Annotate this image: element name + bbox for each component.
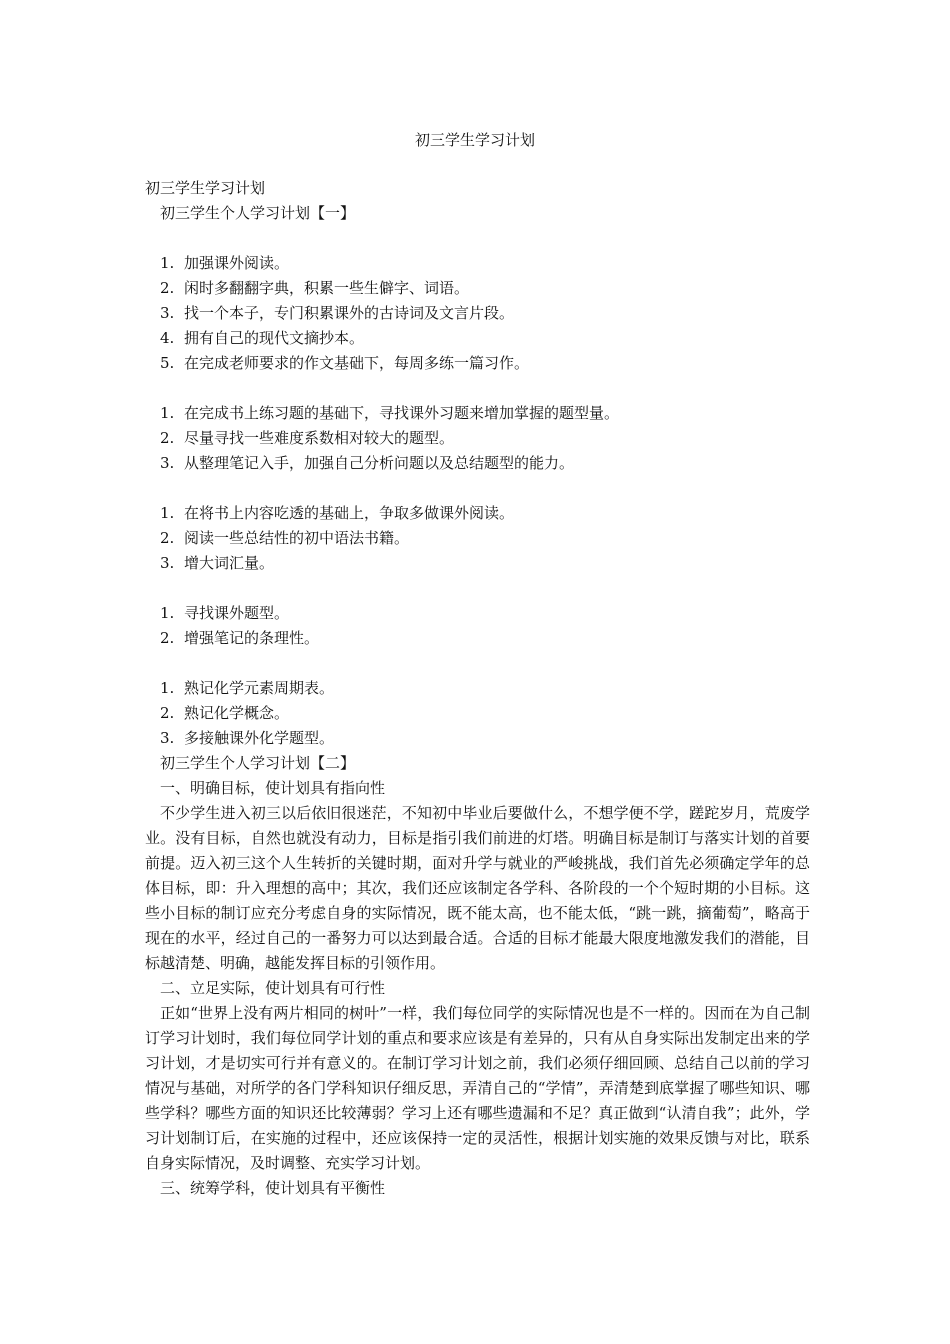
section1-heading: 一、明确目标，使计划具有指向性 <box>160 779 386 797</box>
list-english <box>145 501 810 576</box>
list-item-number: 3. <box>160 454 175 472</box>
list-item <box>145 526 810 551</box>
list-item-number: 1. <box>160 504 175 522</box>
spacer <box>145 651 810 676</box>
list-item-number: 2. <box>160 629 175 647</box>
list-item-number: 4. <box>160 329 175 347</box>
list-item-text: 尽量寻找一些难度系数相对较大的题型。 <box>184 429 455 447</box>
list-item <box>145 276 810 301</box>
section3-heading: 三、统筹学科，使计划具有平衡性 <box>160 1179 386 1197</box>
list-chinese <box>145 251 810 376</box>
plan2-heading: 初三学生个人学习计划【二】 <box>160 754 356 772</box>
document-subtitle: 初三学生学习计划 <box>145 179 266 197</box>
list-item-number: 2. <box>160 704 175 722</box>
list-item <box>145 351 810 376</box>
list-chemistry <box>145 676 810 751</box>
list-item-number: 1. <box>160 404 175 422</box>
section1-paragraph: 不少学生进入初三以后依旧很迷茫，不知初中毕业后要做什么，不想学便不学，蹉跎岁月，荒废学业。没有目标，自然也就没有动力，目标是指引我们前进的灯塔。明确目标是制订与落实计划的首要前提。迈入初三这个人生转折的关键时期，面对升学与就业的严峻挑战，我们首先必须确定学年的总体目标，即：升入理想的高中；其次，我们还应该制定各学科、各阶段的一个个短时期的小目标。这些小目标的制订应充分考虑自身的实际情况，既不能太高，也不能太低，“跳一跳，摘葡萄”，略高于现在的水平，经过自己的一番努力可以达到最合适。合适的目标才能最大限度地激发我们的潜能，目标越清楚、明确，越能发挥目标的引领作用。 <box>145 804 810 972</box>
list-item-number: 2. <box>160 279 175 297</box>
list-item <box>145 701 810 726</box>
list-item-text: 在完成书上练习题的基础下，寻找课外习题来增加掌握的题型量。 <box>184 404 620 422</box>
list-item-text: 在完成老师要求的作文基础下，每周多练一篇习作。 <box>184 354 530 372</box>
list-item-text: 熟记化学元素周期表。 <box>184 679 335 697</box>
list-math <box>145 401 810 476</box>
list-item-text: 阅读一些总结性的初中语法书籍。 <box>184 529 410 547</box>
list-item <box>145 501 810 526</box>
list-item <box>145 426 810 451</box>
list-item <box>145 451 810 476</box>
spacer <box>145 576 810 601</box>
list-item-number: 3. <box>160 729 175 747</box>
spacer <box>145 476 810 501</box>
list-item <box>145 601 810 626</box>
list-item-text: 闲时多翻翻字典，积累一些生僻字、词语。 <box>184 279 470 297</box>
list-item-text: 熟记化学概念。 <box>184 704 290 722</box>
list-item <box>145 401 810 426</box>
list-item-text: 多接触课外化学题型。 <box>184 729 335 747</box>
section2-paragraph: 正如“世界上没有两片相同的树叶”一样，我们每位同学的实际情况也是不一样的。因而在为自己制订学习计划时，我们每位同学计划的重点和要求应该是有差异的，只有从自身实际出发制定出来的学习计划，才是切实可行并有意义的。在制订学习计划之前，我们必须仔细回顾、总结自己以前的学习情况与基础，对所学的各门学科知识仔细反思，弄清自己的“学情”，弄清楚到底掌握了哪些知识、哪些学科？哪些方面的知识还比较薄弱？学习上还有哪些遗漏和不足？真正做到“认清自我”；此外，学习计划制订后，在实施的过程中，还应该保持一定的灵活性，根据计划实施的效果反馈与对比，联系自身实际情况，及时调整、充实学习计划。 <box>145 1004 810 1172</box>
list-item-number: 1. <box>160 254 175 272</box>
list-item-number: 1. <box>160 679 175 697</box>
list-item-number: 5. <box>160 354 175 372</box>
spacer <box>145 376 810 401</box>
list-item-text: 增大词汇量。 <box>184 554 275 572</box>
section2-heading: 二、立足实际，使计划具有可行性 <box>160 979 386 997</box>
list-item <box>145 251 810 276</box>
list-item-number: 3. <box>160 304 175 322</box>
list-item-text: 增强笔记的条理性。 <box>184 629 320 647</box>
spacer <box>145 226 810 251</box>
list-item <box>145 551 810 576</box>
list-item-text: 在将书上内容吃透的基础上，争取多做课外阅读。 <box>184 504 515 522</box>
list-item <box>145 626 810 651</box>
list-item-number: 2. <box>160 429 175 447</box>
document-body <box>145 176 810 1201</box>
document-title: 初三学生学习计划 <box>414 131 535 149</box>
list-item-text: 寻找课外题型。 <box>184 604 290 622</box>
list-item-text: 加强课外阅读。 <box>184 254 290 272</box>
plan1-heading: 初三学生个人学习计划【一】 <box>160 204 356 222</box>
list-item-number: 3. <box>160 554 175 572</box>
list-item-number: 2. <box>160 529 175 547</box>
list-item <box>145 676 810 701</box>
list-item <box>145 326 810 351</box>
list-item-number: 1. <box>160 604 175 622</box>
list-item <box>145 301 810 326</box>
list-physics <box>145 601 810 651</box>
list-item-text: 找一个本子，专门积累课外的古诗词及文言片段。 <box>184 304 515 322</box>
list-item-text: 拥有自己的现代文摘抄本。 <box>184 329 365 347</box>
list-item-text: 从整理笔记入手，加强自己分析问题以及总结题型的能力。 <box>184 454 575 472</box>
list-item <box>145 726 810 751</box>
